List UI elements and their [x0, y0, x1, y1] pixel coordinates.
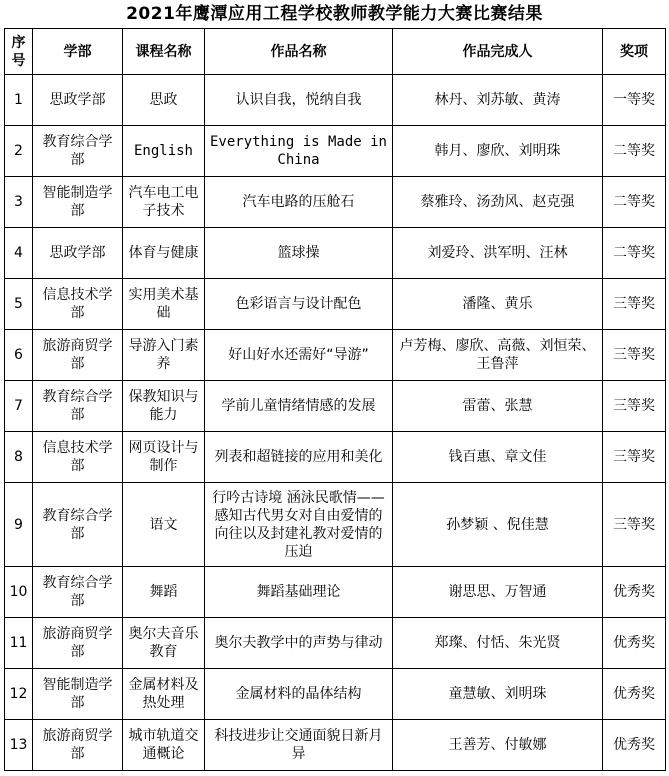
table-row — [5, 567, 666, 618]
cell-dept: 信息技术学部 — [33, 279, 123, 330]
cell-work: 舞蹈基础理论 — [205, 567, 393, 618]
cell-members: 王善芳、付敏娜 — [393, 720, 603, 771]
cell-members: 刘爱玲、洪军明、汪林 — [393, 228, 603, 279]
cell-award: 二等奖 — [603, 126, 666, 177]
cell-work: 色彩语言与设计配色 — [205, 279, 393, 330]
cell-award: 三等奖 — [603, 279, 666, 330]
header-members: 作品完成人 — [393, 29, 603, 75]
cell-dept: 思政学部 — [33, 228, 123, 279]
cell-course: 城市轨道交通概论 — [123, 720, 205, 771]
cell-award: 二等奖 — [603, 177, 666, 228]
table-row — [5, 177, 666, 228]
cell-course: 导游入门素养 — [123, 330, 205, 381]
cell-work: 金属材料的晶体结构 — [205, 669, 393, 720]
cell-dept: 旅游商贸学部 — [33, 330, 123, 381]
table-row — [5, 228, 666, 279]
cell-course: 体育与健康 — [123, 228, 205, 279]
table-row — [5, 75, 666, 126]
cell-course: 实用美术基础 — [123, 279, 205, 330]
cell-award: 三等奖 — [603, 330, 666, 381]
cell-course: 汽车电工电子技术 — [123, 177, 205, 228]
cell-work: 篮球操 — [205, 228, 393, 279]
cell-dept: 教育综合学部 — [33, 381, 123, 432]
cell-members: 孙梦颖 、倪佳慧 — [393, 483, 603, 567]
cell-course: 舞蹈 — [123, 567, 205, 618]
cell-work: 列表和超链接的应用和美化 — [205, 432, 393, 483]
cell-work: 奥尔夫教学中的声势与律动 — [205, 618, 393, 669]
cell-award: 三等奖 — [603, 432, 666, 483]
cell-work: 认识自我，悦纳自我 — [205, 75, 393, 126]
header-work: 作品名称 — [205, 29, 393, 75]
cell-award: 优秀奖 — [603, 567, 666, 618]
cell-course: 语文 — [123, 483, 205, 567]
cell-award: 三等奖 — [603, 381, 666, 432]
cell-work: 学前儿童情绪情感的发展 — [205, 381, 393, 432]
cell-award: 优秀奖 — [603, 720, 666, 771]
cell-seq: 8 — [5, 432, 33, 483]
cell-members: 童慧敏、刘明珠 — [393, 669, 603, 720]
cell-members: 潘隆、黄乐 — [393, 279, 603, 330]
cell-members: 谢思思、万智通 — [393, 567, 603, 618]
cell-course: English — [123, 126, 205, 177]
cell-members: 蔡雅玲、汤劲风、赵克强 — [393, 177, 603, 228]
table-row — [5, 126, 666, 177]
cell-dept: 旅游商贸学部 — [33, 618, 123, 669]
cell-work: 好山好水还需好“导游” — [205, 330, 393, 381]
cell-members: 钱百惠、章文佳 — [393, 432, 603, 483]
cell-seq: 11 — [5, 618, 33, 669]
cell-members: 雷蕾、张慧 — [393, 381, 603, 432]
table-row — [5, 279, 666, 330]
cell-course: 网页设计与制作 — [123, 432, 205, 483]
cell-dept: 思政学部 — [33, 75, 123, 126]
header-dept: 学部 — [33, 29, 123, 75]
cell-work: Everything is Made in China — [205, 126, 393, 177]
cell-course: 奥尔夫音乐教育 — [123, 618, 205, 669]
cell-seq: 4 — [5, 228, 33, 279]
cell-dept: 教育综合学部 — [33, 126, 123, 177]
cell-work: 行吟古诗境 涵泳民歌情——感知古代男女对自由爱情的向往以及封建礼教对爱情的压迫 — [205, 483, 393, 567]
cell-seq: 7 — [5, 381, 33, 432]
cell-award: 二等奖 — [603, 228, 666, 279]
cell-award: 三等奖 — [603, 483, 666, 567]
cell-course: 金属材料及热处理 — [123, 669, 205, 720]
cell-members: 韩月、廖欣、刘明珠 — [393, 126, 603, 177]
cell-dept: 教育综合学部 — [33, 483, 123, 567]
cell-dept: 信息技术学部 — [33, 432, 123, 483]
cell-seq: 9 — [5, 483, 33, 567]
table-row — [5, 432, 666, 483]
table-row — [5, 381, 666, 432]
cell-members: 林丹、刘苏敏、黄涛 — [393, 75, 603, 126]
cell-seq: 3 — [5, 177, 33, 228]
cell-course: 思政 — [123, 75, 205, 126]
header-course: 课程名称 — [123, 29, 205, 75]
table-row — [5, 330, 666, 381]
cell-members: 卢芳梅、廖欣、高薇、刘恒荣、王鲁萍 — [393, 330, 603, 381]
cell-seq: 1 — [5, 75, 33, 126]
table-header-row — [5, 29, 666, 75]
cell-course: 保教知识与能力 — [123, 381, 205, 432]
cell-award: 优秀奖 — [603, 618, 666, 669]
table-row — [5, 669, 666, 720]
cell-dept: 智能制造学部 — [33, 669, 123, 720]
header-award: 奖项 — [603, 29, 666, 75]
cell-seq: 13 — [5, 720, 33, 771]
header-seq: 序号 — [5, 29, 33, 75]
cell-seq: 2 — [5, 126, 33, 177]
cell-dept: 智能制造学部 — [33, 177, 123, 228]
cell-work: 汽车电路的压舱石 — [205, 177, 393, 228]
cell-work: 科技进步让交通面貌日新月异 — [205, 720, 393, 771]
cell-award: 一等奖 — [603, 75, 666, 126]
cell-members: 郑璨、付恬、朱光贤 — [393, 618, 603, 669]
cell-award: 优秀奖 — [603, 669, 666, 720]
cell-dept: 教育综合学部 — [33, 567, 123, 618]
table-row — [5, 720, 666, 771]
page-title: 2021年鹰潭应用工程学校教师教学能力大赛比赛结果 — [126, 4, 543, 24]
cell-seq: 5 — [5, 279, 33, 330]
table-row — [5, 483, 666, 567]
cell-seq: 10 — [5, 567, 33, 618]
cell-dept: 旅游商贸学部 — [33, 720, 123, 771]
results-table — [4, 28, 666, 771]
table-row — [5, 618, 666, 669]
cell-seq: 6 — [5, 330, 33, 381]
cell-seq: 12 — [5, 669, 33, 720]
